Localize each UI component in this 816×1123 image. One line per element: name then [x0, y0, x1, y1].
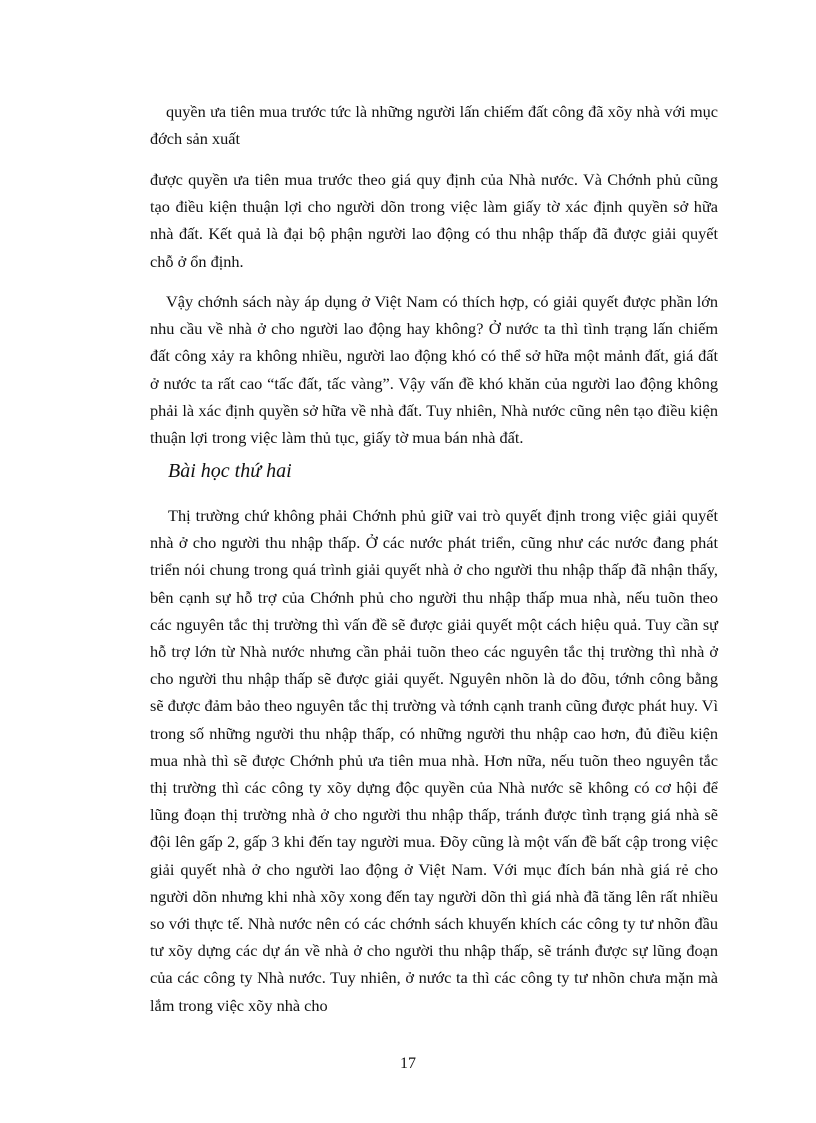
section-heading: Bài học thứ hai — [168, 460, 292, 482]
paragraph-2: được quyền ưa tiên mua trước theo giá quy định của Nhà nước. Và Chớnh phủ cũng tạo điều kiện thuận lợi cho người dõn trong việc làm giấy tờ xác định quyền sở hữa nhà đất. Kết quả là đại bộ phận người lao động có thu nhập thấp đã được giải quyết chỗ ở ổn định. — [150, 170, 718, 271]
paragraph-1: quyền ưa tiên mua trước tức là những người lấn chiếm đất công đã xõy nhà với mục đớch sản xuất — [150, 102, 718, 149]
page-number: 17 — [400, 1055, 416, 1072]
paragraph-4: Thị trường chứ không phải Chớnh phủ giữ vai trò quyết định trong việc giải quyết nhà ở cho người thu nhập thấp. Ở các nước phát triển, cũng như các nước đang phát triển nói chung trong quá trình giải quyết nhà ở cho người thu nhập thấp đã nhận thấy, bên cạnh sự hỗ trợ của Chớnh phủ cho người thu nhập thấp mua nhà, nếu tuõn theo các nguyên tắc thị trường thì vấn đề sẽ được giải quyết một cách hiệu quả. Tuy cần sự hỗ trợ lớn từ Nhà nước nhưng cần phải tuõn theo các nguyên tắc thị trường thì nhà ở cho người thu nhập thấp sẽ được giải quyết. Nguyên nhõn là do đõu, tớnh công bằng sẽ được đảm bảo theo nguyên tắc thị trường và tớnh cạnh tranh cũng được phát huy. Vì trong số những người thu nhập thấp, có những người thu nhập cao hơn, đủ điều kiện mua nhà thì sẽ được Chớnh phủ ưa tiên mua nhà. Hơn nữa, nếu tuõn theo nguyên tắc thị trường thì các công ty xõy dựng độc quyền của Nhà nước sẽ không có cơ hội để lũng đoạn thị trường nhà ở cho người thu nhập thấp, tránh được tình trạng giá nhà sẽ đội lên gấp 2, gấp 3 khi đến tay người mua. Đõy cũng là một vấn đề bất cập trong việc giải quyết nhà ở cho người lao động ở Việt Nam. Với mục đích bán nhà giá rẻ cho người dõn nhưng khi nhà xõy xong đến tay người dõn thì giá nhà đã tăng lên rất nhiều so với thực tế. Nhà nước nên có các chớnh sách khuyến khích các công ty tư nhõn đầu tư xõy dựng các dự án về nhà ở cho người thu nhập thấp, sẽ tránh được sự lũng đoạn của các công ty Nhà nước. Tuy nhiên, ở nước ta thì các công ty tư nhõn chưa mặn mà lắm trong việc xõy nhà cho — [150, 506, 718, 1015]
paragraph-3: Vậy chớnh sách này áp dụng ở Việt Nam có thích hợp, có giải quyết được phần lớn nhu cầu về nhà ở cho người lao động hay không? Ở nước ta thì tình trạng lấn chiếm đất công xảy ra không nhiều, người lao động khó có thể sở hữa một mảnh đất, giá đất ở nước ta rất cao “tấc đất, tấc vàng”. Vậy vấn đề khó khăn của người lao động không phải là xác định quyền sở hữa về nhà đất. Tuy nhiên, Nhà nước cũng nên tạo điều kiện thuận lợi trong việc làm thủ tục, giấy tờ mua bán nhà đất. — [150, 292, 718, 448]
